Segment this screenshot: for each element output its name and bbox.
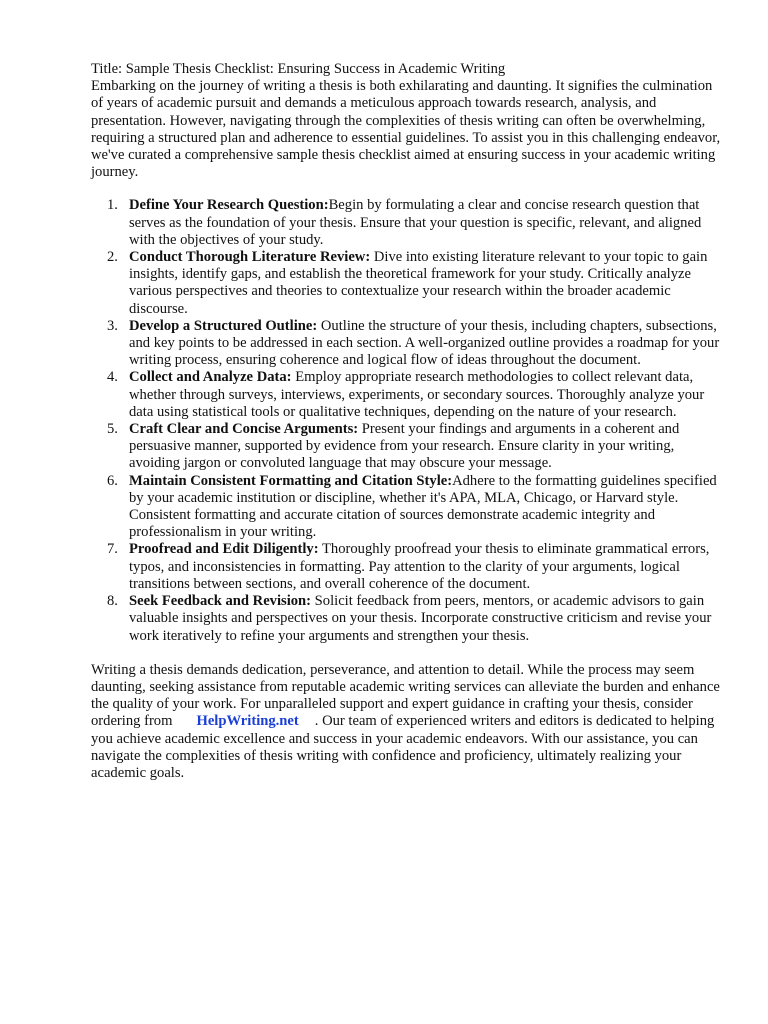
item-text: Solicit feedback from peers, mentors, or academic advisors to gain valuable insights and perspectives on your thesis. Incorporate constructive criticism and revise your work iteratively to refine your arguments and strengthen your thesis. [129, 593, 712, 644]
checklist-item [91, 249, 721, 318]
helpwriting-link[interactable]: HelpWriting.net [196, 713, 299, 730]
item-title: Seek Feedback and Revision: [129, 593, 312, 610]
checklist-item [91, 421, 721, 473]
document-title: Title: Sample Thesis Checklist: Ensuring Success in Academic Writing [91, 61, 506, 77]
item-title: Conduct Thorough Literature Review: [129, 249, 371, 266]
checklist-item [91, 369, 721, 421]
checklist-item [91, 318, 721, 370]
item-text: Thoroughly proofread your thesis to eliminate grammatical errors, typos, and inconsistencies in formatting. Pay attention to the clarity of your arguments, logical transitions between sections, and overall coherence of the document. [129, 541, 710, 592]
conclusion-paragraph [91, 662, 721, 782]
item-number: 4. [107, 369, 118, 386]
item-text: Employ appropriate research methodologies to collect relevant data, whether through surveys, interviews, experiments, or secondary sources. Thoroughly analyze your data using statistical tools or qualitative techniques, depending on the nature of your research. [129, 369, 705, 420]
conclusion-text-before: Writing a thesis demands dedication, perseverance, and attention to detail. While the process may seem daunting, seeking assistance from reputable academic writing services can alleviate the burden and enhance the quality of your work. For unparalleled support and expert guidance in crafting your thesis, consider ordering from [91, 661, 720, 730]
item-text: Dive into existing literature relevant to your topic to gain insights, identify gaps, and establish the theoretical framework for your study. Critically analyze various perspectives and theories to contextualize your research within the broader academic discourse. [129, 249, 708, 317]
item-title: Maintain Consistent Formatting and Citation Style: [129, 472, 453, 489]
item-number: 7. [107, 541, 118, 558]
document-page [91, 61, 721, 782]
item-title: Develop a Structured Outline: [129, 317, 318, 334]
checklist [91, 197, 721, 644]
item-title: Proofread and Edit Diligently: [129, 541, 319, 558]
item-title: Craft Clear and Concise Arguments: [129, 421, 359, 438]
item-number: 2. [107, 249, 118, 266]
item-text: Adhere to the formatting guidelines specified by your academic institution or discipline, whether it's APA, MLA, Chicago, or Harvard style. Consistent formatting and accurate citation of sources demonstrate academic integrity and professionalism in your writing. [129, 472, 717, 541]
item-number: 6. [107, 472, 118, 489]
checklist-item [91, 197, 721, 249]
item-text: Outline the structure of your thesis, including chapters, subsections, and key points to be addressed in each section. A well-organized outline provides a roadmap for your writing process, ensuring coherence and logical flow of ideas throughout the document. [129, 317, 720, 369]
item-text: Present your findings and arguments in a coherent and persuasive manner, supported by evidence from your research. Ensure clarity in your writing, avoiding jargon or convoluted language that may obscure your message. [129, 421, 680, 472]
item-number: 5. [107, 421, 118, 438]
item-title: Define Your Research Question: [129, 197, 329, 214]
checklist-item [91, 473, 721, 542]
conclusion-text-after: . Our team of experienced writers and editors is dedicated to helping you achieve academic excellence and success in your academic endeavors. With our assistance, you can navigate the complexities of thesis writing with confidence and proficiency, ultimately realizing your academic goals. [91, 713, 715, 781]
item-title: Collect and Analyze Data: [129, 369, 292, 386]
intro-paragraph: Embarking on the journey of writing a thesis is both exhilarating and daunting. It signifies the culmination of years of academic pursuit and demands a meticulous approach towards research, analysis, and presentation. However, navigating through the complexities of thesis writing can often be overwhelming, requiring a structured plan and adherence to essential guidelines. To assist you in this challenging endeavor, we've curated a comprehensive sample thesis checklist aimed at ensuring success in your academic writing journey. [91, 78, 721, 181]
item-number: 3. [107, 317, 118, 334]
item-number: 1. [107, 197, 118, 214]
checklist-item [91, 593, 721, 645]
checklist-item [91, 541, 721, 593]
item-number: 8. [107, 593, 118, 610]
item-text: Begin by formulating a clear and concise research question that serves as the foundation of your thesis. Ensure that your question is specific, relevant, and aligned with the objectives of your study. [129, 197, 702, 248]
